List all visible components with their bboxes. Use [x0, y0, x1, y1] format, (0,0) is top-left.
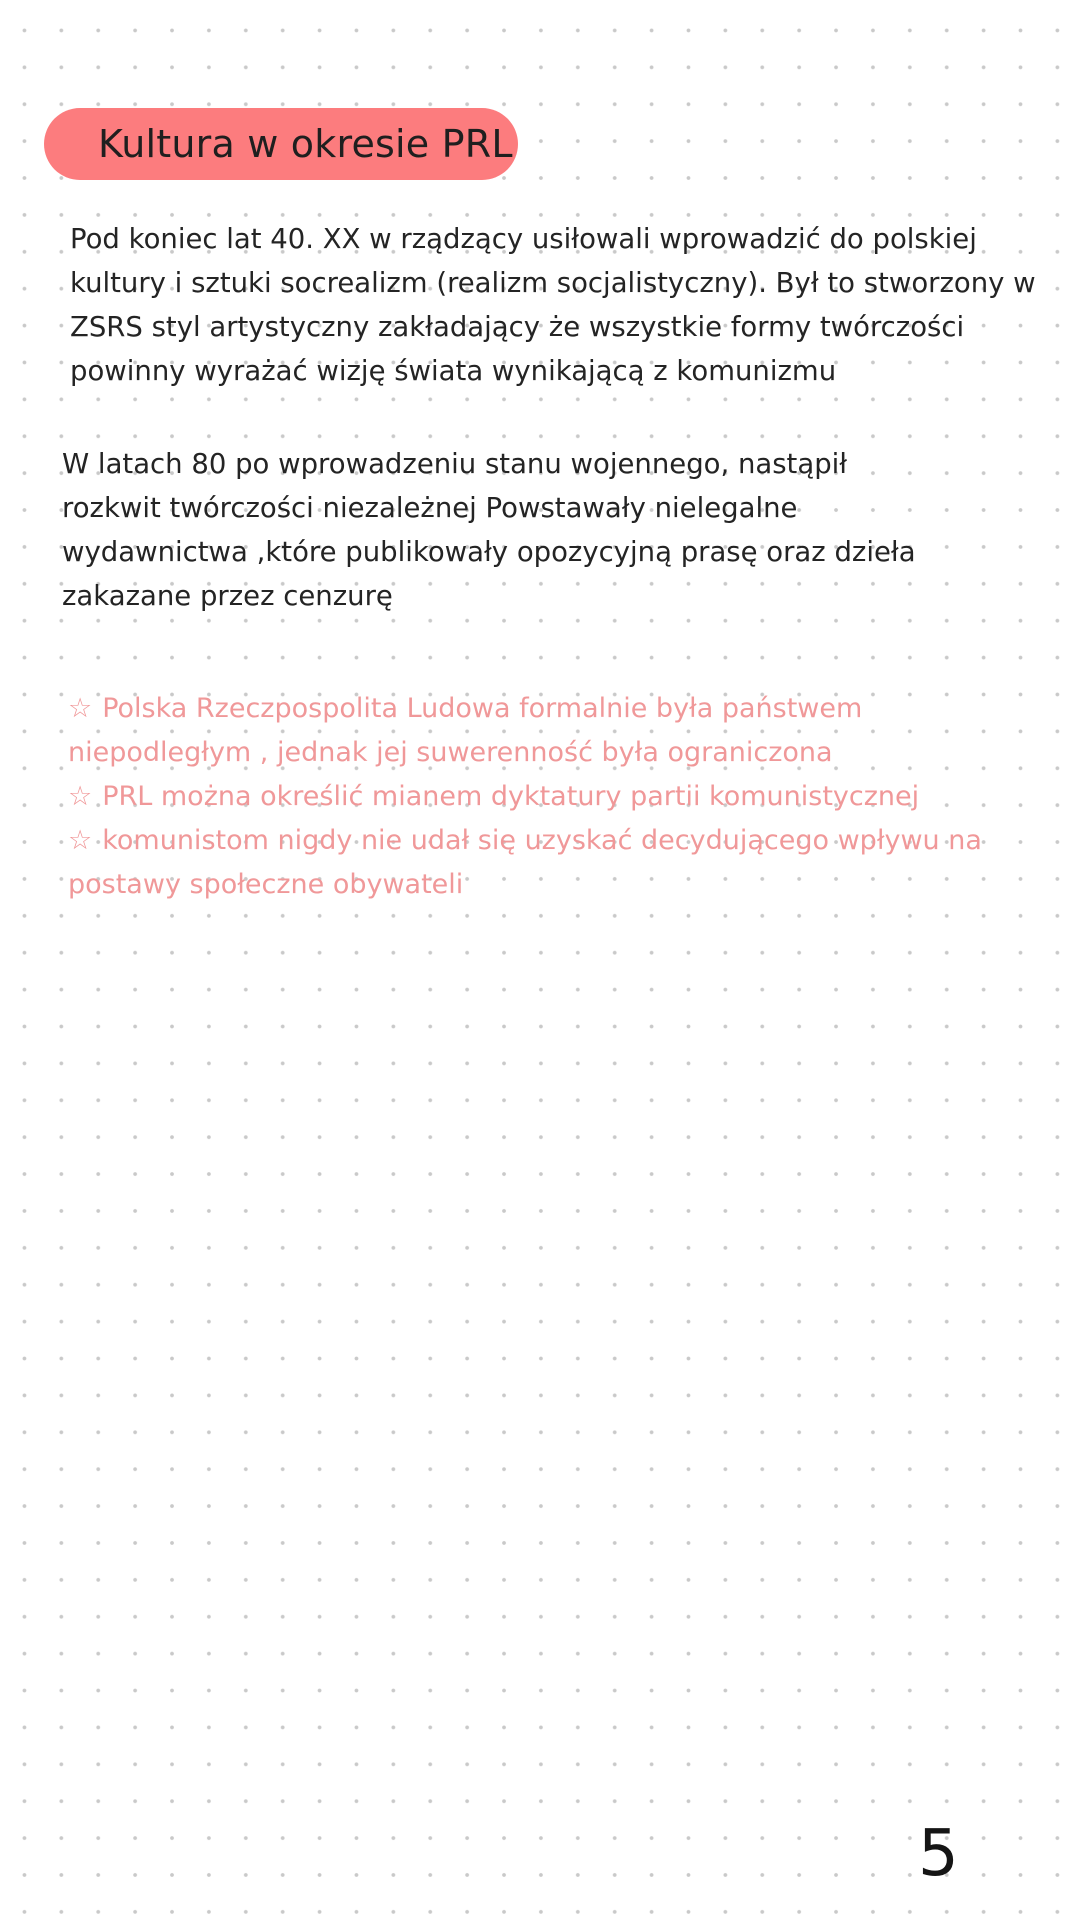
paragraph-line: wydawnictwa ,które publikowały opozycyjną prasę oraz dzieła [62, 536, 916, 568]
fact-continuation: niepodległym , jednak jej suwerenność była ograniczona [68, 737, 833, 768]
title-highlight [44, 108, 518, 180]
star-icon: ☆ [68, 693, 93, 724]
paragraph-line: W latach 80 po wprowadzeniu stanu wojennego, nastąpił [62, 448, 848, 480]
star-icon: ☆ [68, 825, 93, 856]
paragraph-line: zakazane przez cenzurę [62, 580, 393, 612]
fact-item [68, 775, 982, 819]
paragraph-line: rozkwit twórczości niezależnej Powstawały nielegalne [62, 492, 798, 524]
fact-continuation: postawy społeczne obywateli [68, 869, 464, 900]
page-title: Kultura w okresie PRL [98, 122, 513, 166]
independent-culture-paragraph [62, 442, 916, 618]
fact-item [68, 819, 982, 863]
star-icon: ☆ [68, 781, 93, 812]
fact-text: PRL można określić mianem dyktatury partii komunistycznej [102, 781, 920, 812]
socrealizm-paragraph [70, 217, 1036, 393]
fact-text: Polska Rzeczpospolita Ludowa formalnie była państwem [102, 693, 863, 724]
paragraph-line: Pod koniec lat 40. XX w rządzący usiłowali wprowadzić do polskiej [70, 223, 977, 255]
page-number: 5 [918, 1817, 959, 1891]
fact-item [68, 687, 982, 731]
paragraph-line: powinny wyrażać wizję świata wynikającą z komunizmu [70, 355, 837, 387]
fact-text: komunistom nigdy nie udał się uzyskać decydującego wpływu na [102, 825, 982, 856]
paragraph-line: ZSRS styl artystyczny zakładający że wszystkie formy twórczości [70, 311, 965, 343]
facts-list [68, 687, 982, 907]
paragraph-line: kultury i sztuki socrealizm (realizm socjalistyczny). Był to stworzony w [70, 267, 1036, 299]
